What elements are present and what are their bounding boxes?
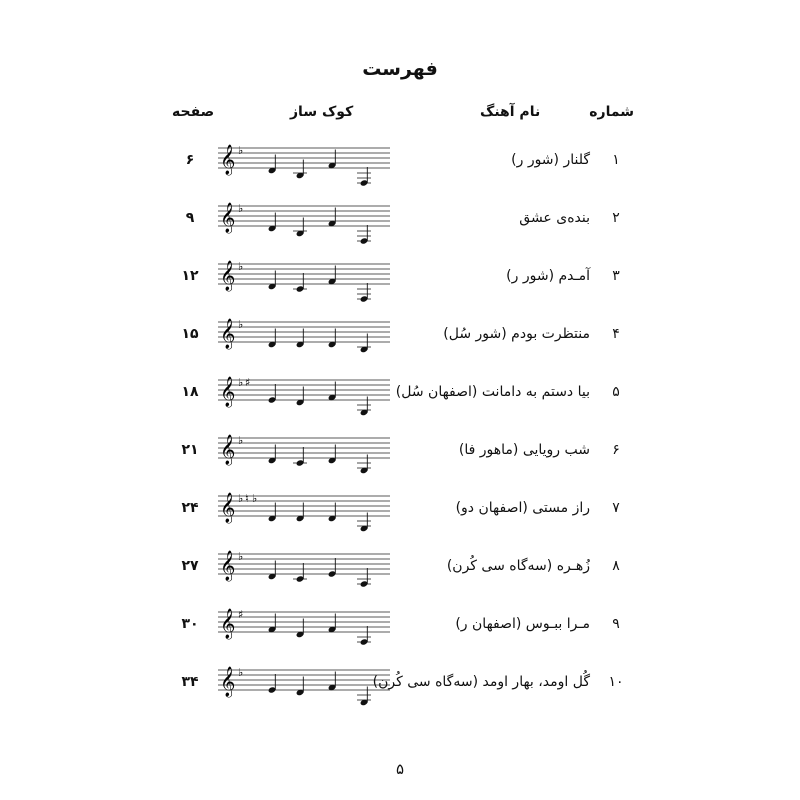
row-number: ۷ — [612, 500, 620, 516]
song-name: راز مستی (اصفهان دو) — [455, 500, 590, 516]
row-number: ۳ — [612, 268, 620, 284]
treble-clef-icon: 𝄞 — [220, 377, 236, 407]
toc-row — [0, 144, 800, 208]
toc-row — [0, 260, 800, 324]
tuning-staff — [214, 254, 394, 314]
row-number: ۵ — [612, 384, 620, 400]
accidental-icon: ♯ — [238, 608, 244, 621]
page-number: ۵ — [395, 760, 405, 778]
accidental-icon: ♭ — [252, 492, 258, 505]
song-name: گُل اومد، بهار اومد (سه‌گاه سی کُرن) — [372, 674, 590, 690]
page-ref: ۹ — [185, 210, 195, 226]
accidental-icon: ♭ — [238, 666, 244, 679]
accidental-icon: ♭ — [238, 144, 244, 157]
treble-clef-icon: 𝄞 — [220, 493, 236, 523]
accidental-icon: ♭ — [238, 318, 244, 331]
song-name: مـرا ببـوس (اصفهان ر) — [455, 616, 590, 632]
accidental-icon: ♭ — [238, 202, 244, 215]
tuning-staff — [214, 486, 394, 546]
tuning-staff — [214, 196, 394, 256]
song-name: گلنار (شور ر) — [511, 152, 590, 168]
treble-clef-icon: 𝄞 — [220, 551, 236, 581]
toc-row — [0, 434, 800, 498]
song-name: بنده‌ی عشق — [519, 210, 590, 226]
row-number: ۸ — [612, 558, 620, 574]
treble-clef-icon: 𝄞 — [220, 261, 236, 291]
header-song-name: نام آهنگ — [480, 104, 541, 120]
row-number: ۶ — [612, 442, 620, 458]
accidental-icon: ♭ — [238, 434, 244, 447]
toc-row — [0, 608, 800, 672]
accidental-icon: ♭ — [238, 492, 244, 505]
row-number: ۱۰ — [608, 674, 624, 690]
page-title: فهرست — [362, 58, 438, 80]
page-ref: ۶ — [185, 152, 195, 168]
row-number: ۹ — [612, 616, 620, 632]
page-ref: ۱۵ — [181, 326, 199, 342]
row-number: ۲ — [612, 210, 620, 226]
page-ref: ۲۴ — [181, 500, 199, 516]
header-tuning: کوک ساز — [290, 104, 354, 120]
tuning-staff — [214, 544, 394, 604]
song-name: بیا دستم به دامانت (اصفهان سُل) — [395, 384, 590, 400]
song-name: آمـدم (شور ر) — [506, 268, 590, 284]
page-ref: ۱۸ — [181, 384, 199, 400]
toc-row — [0, 318, 800, 382]
page-ref: ۳۰ — [181, 616, 199, 632]
tuning-staff — [214, 660, 394, 720]
page-ref: ۱۲ — [181, 268, 199, 284]
accidental-icon: ♭ — [238, 550, 244, 563]
song-name: منتظرت بودم (شور سُل) — [443, 326, 590, 342]
accidental-icon: ♭ — [238, 376, 244, 389]
tuning-staff — [214, 312, 394, 372]
treble-clef-icon: 𝄞 — [220, 435, 236, 465]
toc-row — [0, 550, 800, 614]
treble-clef-icon: 𝄞 — [220, 667, 236, 697]
row-number: ۱ — [612, 152, 620, 168]
song-name: زُهـره (سه‌گاه سی کُرن) — [446, 558, 590, 574]
page-ref: ۲۷ — [181, 558, 199, 574]
page-ref: ۲۱ — [181, 442, 199, 458]
toc-row — [0, 376, 800, 440]
toc-row — [0, 666, 800, 730]
toc-row — [0, 492, 800, 556]
header-number: شماره — [589, 104, 634, 120]
accidental-icon: ♭ — [238, 260, 244, 273]
treble-clef-icon: 𝄞 — [220, 319, 236, 349]
tuning-staff — [214, 602, 394, 662]
row-number: ۴ — [612, 326, 620, 342]
treble-clef-icon: 𝄞 — [220, 145, 236, 175]
accidental-icon: ♯ — [245, 376, 251, 389]
page-ref: ۳۴ — [181, 674, 199, 690]
header-page: صفحه — [172, 104, 215, 120]
tuning-staff — [214, 138, 394, 198]
treble-clef-icon: 𝄞 — [220, 609, 236, 639]
toc-row — [0, 202, 800, 266]
accidental-icon: ♮ — [245, 492, 249, 505]
treble-clef-icon: 𝄞 — [220, 203, 236, 233]
song-name: شب رویایی (ماهور فا) — [458, 442, 590, 458]
tuning-staff — [214, 428, 394, 488]
tuning-staff — [214, 370, 394, 430]
